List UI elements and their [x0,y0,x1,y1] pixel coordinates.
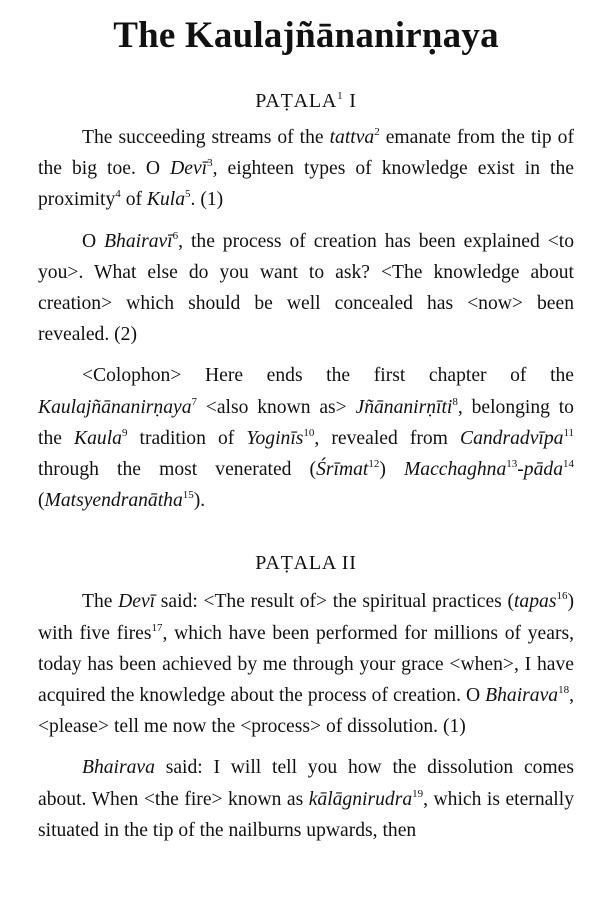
text-run: of [120,189,147,211]
text-run: said: I will tell you how the dissolution comes about. When <the fire> known as [38,757,574,810]
footnote-ref: 4 [115,188,121,201]
chapter-heading-1 [38,88,574,114]
text-run: , belonging to the [38,396,574,449]
page-title: The Kaulajñānanirṇaya [113,15,499,56]
italic-term: Yoginīs [246,427,304,449]
text-run: said: <The result of> the spiritual practices ( [155,591,514,613]
footnote-ref: 1 [337,90,344,102]
text-run: tradition of [127,427,247,449]
text-run: ) with five fires [38,591,574,644]
footnote-ref: 7 [191,395,197,408]
footnote-ref: 2 [374,126,380,138]
text-run: <also known as> [197,396,356,418]
italic-term: Matsyendranātha [44,490,183,512]
footnote-ref: 15 [182,489,194,502]
italic-term: Kaula [74,427,122,449]
text-run: emanate from the tip of the big toe. O [38,127,574,180]
footnote-ref: 6 [172,229,179,242]
footnote-ref: 14 [563,458,574,471]
italic-term: Devī [118,591,156,613]
chapter-heading-2 [38,550,574,576]
italic-term: Bhairavī [104,230,173,252]
text-run: ). [193,490,206,512]
footnote-ref: 5 [185,188,191,201]
text-run: O [82,230,105,252]
text-run: , eighteen types of knowledge exist in the proximity [38,158,574,211]
italic-term: kālāgnirudra [308,788,413,810]
text-run: . (1) [190,189,224,211]
text-run: through the most venerated ( [38,459,317,481]
italic-term: -pāda [517,459,563,481]
italic-term: Jñānanirṇīti [355,396,453,418]
paragraph [38,360,574,516]
paragraph [38,752,574,846]
italic-term: Kula [146,189,186,211]
footnote-ref: 17 [151,621,163,634]
footnote-ref: 13 [506,458,518,471]
text-run: , revealed from [314,427,461,449]
text-run: The succeeding streams of the [82,127,330,148]
footnote-ref: 8 [452,395,458,408]
italic-term: Bhairava [82,757,155,779]
paragraph [38,122,574,216]
text-run: The [82,591,119,613]
footnote-ref: 18 [558,684,570,697]
italic-term: Śrīmat [316,459,369,481]
paragraph [38,226,574,351]
italic-term: Macchaghna [403,459,507,481]
italic-term: Bhairava [485,685,559,707]
text-run: , which is eternally situated in the tip of the nailburns upwards, then [38,788,574,841]
footnote-ref: 10 [303,426,315,439]
text-run: , the process of creation has been explained <to you>. What else do you want to ask? <The knowledge about creation> which should be well concealed has <now> been revealed. (2) [38,230,574,346]
footnote-ref: 9 [121,426,128,439]
text-run: ) [379,459,404,481]
chapter-heading-label: PAṬALA [255,552,336,575]
chapter-heading-number: I [343,90,357,112]
italic-term: tapas [513,591,557,613]
text-run: , which have been performed for millions of years, today has been achieved by me through your grace <when>, I have acquired the knowledge about the process of creation. O [38,622,574,707]
text-run: ( [38,490,45,512]
paragraph [38,586,574,742]
italic-term: Kaulajñānanirṇaya [38,396,192,418]
text-run: , <please> tell me now the <process> of dissolution. (1) [38,685,574,738]
footnote-ref: 19 [412,787,424,800]
italic-term: Devī [170,158,208,180]
chapter-heading-label: PAṬALA [255,90,338,112]
italic-term: tattva [329,127,375,148]
footnote-ref: 16 [556,590,568,603]
text-run: <Colophon> Here ends the first chapter of the [82,365,574,387]
footnote-ref: 3 [207,157,213,170]
italic-term: Candradvīpa [460,427,564,449]
footnote-ref: 11 [563,426,575,439]
footnote-ref: 12 [368,458,380,471]
chapter-heading-number: II [336,552,357,575]
